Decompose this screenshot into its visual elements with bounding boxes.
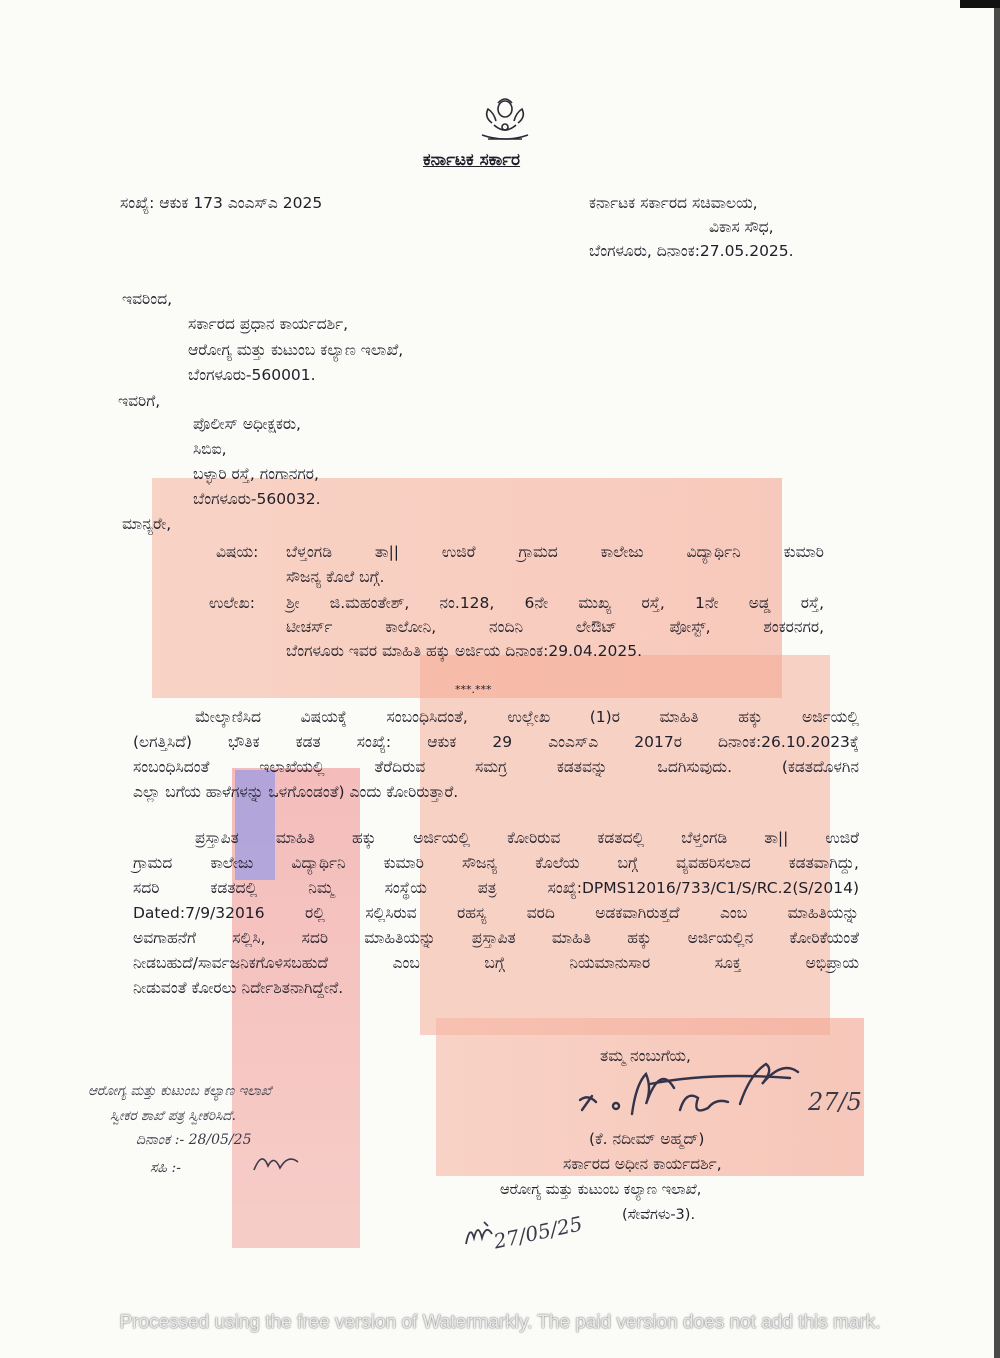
para2-line-3: ಸದರಿ ಕಡತದಲ್ಲಿ ನಿಮ್ಮ ಸಂಸ್ಥೆಯ ಪತ್ರ ಸಂಖ್ಯೆ:DPMS12016/733/C1/S/RC.2(S/2014) xyxy=(133,879,859,897)
stamp-initial-icon xyxy=(250,1148,310,1178)
stamp-line-2: ಸ್ವೀಕರ ಶಾಖೆ ಪತ್ರ ಸ್ವೀಕರಿಸಿದೆ. xyxy=(110,1108,236,1124)
para2-line-6: ನೀಡಬಹುದೆ/ಸಾರ್ವಜನಿಕಗೊಳಿಸಬಹುದೆ ಎಂಬ ಬಗ್ಗೆ ನಿಯಮಾನುಸಾರ ಸೂಕ್ತ ಅಭಿಪ್ರಾಯ xyxy=(133,954,859,972)
signer-line-2: ಆರೋಗ್ಯ ಮತ್ತು ಕುಟುಂಬ ಕಲ್ಯಾಣ ಇಲಾಖೆ, xyxy=(500,1182,702,1198)
from-line-2: ಆರೋಗ್ಯ ಮತ್ತು ಕುಟುಂಬ ಕಲ್ಯಾಣ ಇಲಾಖೆ, xyxy=(188,341,404,359)
scan-corner xyxy=(960,0,1000,8)
reference-number: ಸಂಖ್ಯೆ: ಆಕುಕ 173 ಎಂಎಸ್ಎ 2025 xyxy=(120,194,323,212)
stamp-line-3: ದಿನಾಂಕ :- 28/05/25 xyxy=(136,1132,252,1148)
stamp-line-4: ಸಹಿ :- xyxy=(150,1160,181,1176)
salutation: ಮಾನ್ಯರೇ, xyxy=(122,515,172,533)
para2-line-1: ಪ್ರಸ್ತಾಪಿತ ಮಾಹಿತಿ ಹಕ್ಕು ಅರ್ಜಿಯಲ್ಲಿ ಕೋರಿರುವ ಕಡತದಲ್ಲಿ ಬೆಳ್ತಂಗಡಿ ತಾ|| ಉಜಿರೆ xyxy=(195,829,859,847)
initial-date: 27/05/25 xyxy=(491,1211,585,1254)
letter-heading: ಕರ್ನಾಟಕ ಸರ್ಕಾರ xyxy=(423,150,521,170)
para1-line-2: (ಲಗತ್ತಿಸಿದೆ) ಭೌತಿಕ ಕಡತ ಸಂಖ್ಯೆ: ಆಕುಕ 29 ಎಂಎಸ್ಎ 2017ರ ದಿನಾಂಕ:26.10.2023ಕ್ಕೆ xyxy=(133,733,859,751)
signature-date: 27/5 xyxy=(808,1088,862,1116)
subject-line-1: ಬೆಳ್ತಂಗಡಿ ತಾ|| ಉಜಿರೆ ಗ್ರಾಮದ ಕಾಲೇಜು ವಿದ್ಯಾರ್ಥಿನಿ ಕುಮಾರಿ xyxy=(286,543,824,561)
para1-line-1: ಮೇಲ್ಕಾಣಿಸಿದ ವಿಷಯಕ್ಕೆ ಸಂಬಂಧಿಸಿದಂತೆ, ಉಲ್ಲೇಖ (1)ರ ಮಾಹಿತಿ ಹಕ್ಕು ಅರ್ಜಿಯಲ್ಲಿ xyxy=(195,708,859,726)
from-line-3: ಬೆಂಗಳೂರು-560001. xyxy=(188,366,316,384)
office-line-3: ಬೆಂಗಳೂರು, ದಿನಾಂಕ:27.05.2025. xyxy=(589,242,794,260)
karnataka-emblem-icon xyxy=(470,95,540,143)
stamp-line-1: ಆರೋಗ್ಯ ಮತ್ತು ಕುಟುಂಬ ಕಲ್ಯಾಣ ಇಲಾಖೆ xyxy=(88,1083,272,1099)
reference-line-1: ಶ್ರೀ ಜಿ.ಮಹಂತೇಶ್, ನಂ.128, 6ನೇ ಮುಖ್ಯ ರಸ್ತೆ, 1ನೇ ಅಡ್ಡ ರಸ್ತೆ, xyxy=(286,594,824,612)
to-line-1: ಪೊಲೀಸ್ ಅಧೀಕ್ಷಕರು, xyxy=(193,415,301,433)
to-label: ಇವರಿಗೆ, xyxy=(118,392,161,410)
to-line-3: ಬಳ್ಳಾರಿ ರಸ್ತೆ, ಗಂಗಾನಗರ, xyxy=(193,465,319,483)
subject-label: ವಿಷಯ: xyxy=(216,543,259,561)
reference-line-3: ಬೆಂಗಳೂರು ಇವರ ಮಾಹಿತಿ ಹಕ್ಕು ಅರ್ಜಿಯ ದಿನಾಂಕ:29.04.2025. xyxy=(286,642,643,660)
para1-line-4: ಎಲ್ಲಾ ಬಗೆಯ ಹಾಳೆಗಳನ್ನು ಒಳಗೊಂಡಂತೆ) ಎಂದು ಕೋರಿರುತ್ತಾರೆ. xyxy=(133,783,459,801)
office-line-1: ಕರ್ನಾಟಕ ಸರ್ಕಾರದ ಸಚಿವಾಲಯ, xyxy=(589,194,758,212)
to-line-2: ಸಿಬಿಐ, xyxy=(193,440,227,458)
watermark-text: Processed using the free version of Watermarkly. The paid version does not add this mark. xyxy=(119,1312,881,1333)
para2-line-4: Dated:7/9/32016 ರಲ್ಲಿ ಸಲ್ಲಿಸಿರುವ ರಹಸ್ಯ ವರದಿ ಅಡಕವಾಗಿರುತ್ತದೆ ಎಂಬ ಮಾಹಿತಿಯನ್ನು xyxy=(133,904,859,922)
signature-icon xyxy=(570,1040,850,1130)
signer-line-3: (ಸೇವೆಗಳು-3). xyxy=(622,1207,696,1223)
subject-line-2: ಸೌಜನ್ಯ ಕೊಲೆ ಬಗ್ಗೆ. xyxy=(286,568,385,586)
reference-line-2: ಟೀಚರ್ಸ್ ಕಾಲೋನಿ, ನಂದಿನಿ ಲೇಔಟ್ ಪೋಸ್ಟ್, ಶಂಕರನಗರ, xyxy=(286,618,824,636)
to-line-4: ಬೆಂಗಳೂರು-560032. xyxy=(193,490,321,508)
signer-line-1: ಸರ್ಕಾರದ ಅಧೀನ ಕಾರ್ಯದರ್ಶಿ, xyxy=(563,1155,722,1173)
closing: ತಮ್ಮ ನಂಬುಗೆಯ, xyxy=(600,1047,691,1065)
signer-name: (ಕೆ. ನದೀಮ್ ಅಹ್ಮದ್) xyxy=(589,1130,705,1148)
from-line-1: ಸರ್ಕಾರದ ಪ್ರಧಾನ ಕಾರ್ಯದರ್ಶಿ, xyxy=(188,315,349,333)
para2-line-7: ನೀಡುವಂತೆ ಕೋರಲು ನಿರ್ದೇಶಿತನಾಗಿದ್ದೇನೆ. xyxy=(133,979,344,997)
from-label: ಇವರಿಂದ, xyxy=(122,290,173,308)
para2-line-2: ಗ್ರಾಮದ ಕಾಲೇಜು ವಿದ್ಯಾರ್ಥಿನಿ ಕುಮಾರಿ ಸೌಜನ್ಯ ಕೊಲೆಯ ಬಗ್ಗೆ ವ್ಯವಹರಿಸಲಾದ ಕಡತವಾಗಿದ್ದು, xyxy=(133,854,859,872)
separator: ***.*** xyxy=(455,683,492,696)
scan-edge xyxy=(994,0,1000,1358)
para1-line-3: ಸಂಬಂಧಿಸಿದಂತೆ ಇಲಾಖೆಯಲ್ಲಿ ತೆರೆದಿರುವ ಸಮಗ್ರ ಕಡತವನ್ನು ಒದಗಿಸುವುದು. (ಕಡತದೊಳಗಿನ xyxy=(133,758,859,776)
para2-line-5: ಅವಗಾಹನೆಗೆ ಸಲ್ಲಿಸಿ, ಸದರಿ ಮಾಹಿತಿಯನ್ನು ಪ್ರಸ್ತಾಪಿತ ಮಾಹಿತಿ ಹಕ್ಕು ಅರ್ಜಿಯಲ್ಲಿನ ಕೋರಿಕೆಯಂತೆ xyxy=(133,929,859,947)
reference-label: ಉಲೇಖ: xyxy=(209,594,255,612)
office-line-2: ವಿಕಾಸ ಸೌಧ, xyxy=(709,218,774,236)
